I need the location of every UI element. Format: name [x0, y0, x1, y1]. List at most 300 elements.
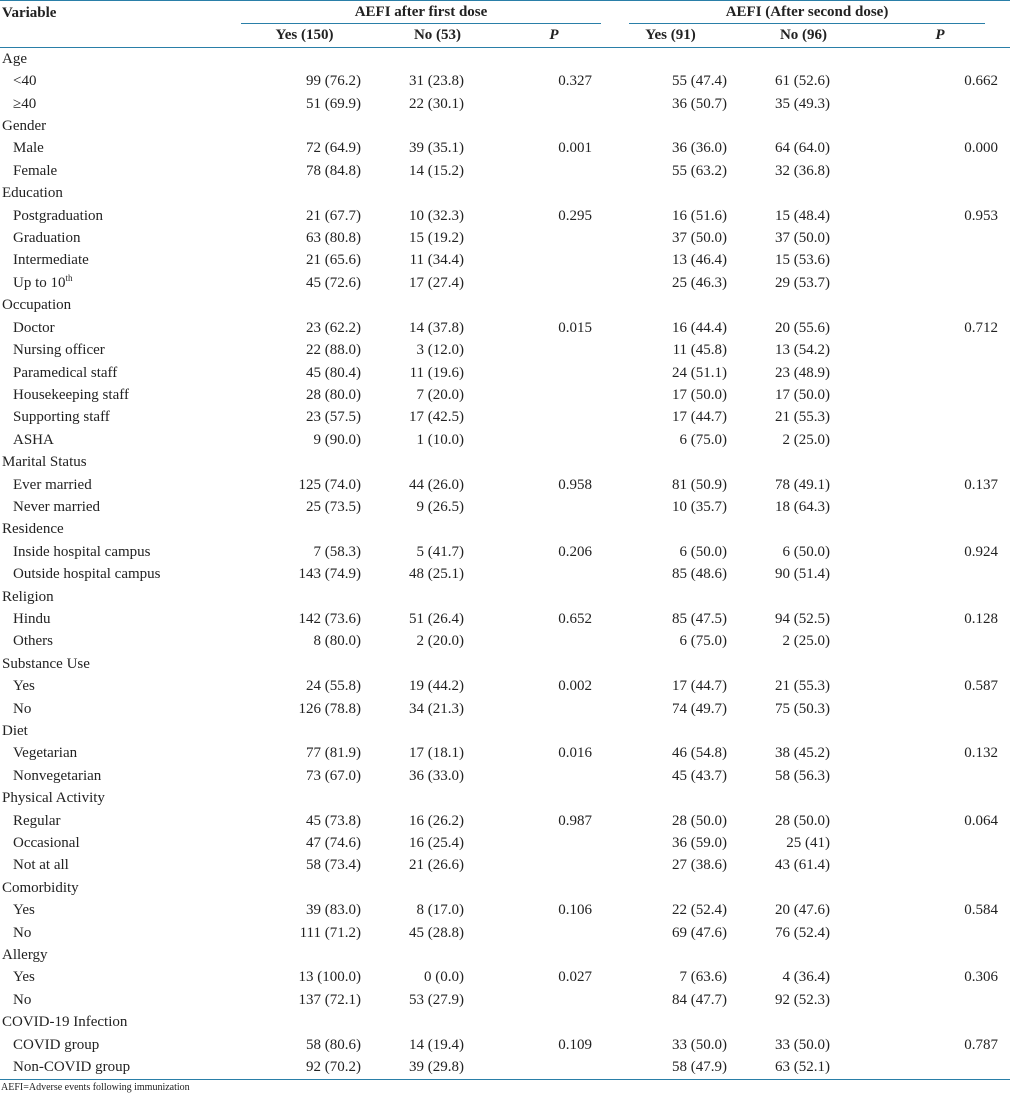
yes2-cell: 36 (50.7) — [672, 95, 727, 112]
p1-cell — [504, 922, 604, 944]
yes2-cell: 17 (44.7) — [672, 409, 727, 426]
no1-cell: 17 (42.5) — [409, 409, 464, 426]
row-label — [0, 496, 238, 518]
empty-cell — [238, 1011, 371, 1033]
p1-cell — [504, 160, 604, 182]
row-label-text: Occasional — [13, 835, 80, 852]
table-row — [0, 966, 1010, 988]
table-row — [0, 474, 1010, 496]
row-label-text: Non-COVID group — [13, 1059, 131, 1076]
row-label — [0, 227, 238, 249]
row-label — [0, 384, 238, 406]
no1-cell: 53 (27.9) — [409, 991, 464, 1008]
p1-cell — [504, 272, 604, 294]
row-label — [0, 70, 238, 92]
row-label-text: Outside hospital campus — [13, 566, 161, 583]
row-label — [0, 989, 238, 1011]
empty-cell — [604, 787, 737, 809]
p1-cell — [504, 227, 604, 249]
no2-cell: 35 (49.3) — [775, 95, 830, 112]
empty-cell — [371, 586, 504, 608]
p1-cell — [504, 765, 604, 787]
p1-cell: 0.206 — [558, 543, 592, 560]
no2-cell: 25 (41) — [786, 835, 830, 852]
no1-cell: 11 (19.6) — [409, 364, 464, 381]
empty-cell — [737, 294, 870, 316]
category-label: Occupation — [2, 297, 72, 314]
yes2-cell: 46 (54.8) — [672, 745, 727, 762]
category-label: COVID-19 Infection — [2, 1014, 128, 1031]
header-blank — [0, 24, 238, 47]
p2-cell — [870, 496, 1010, 518]
row-label — [0, 474, 238, 496]
row-label-text: Yes — [13, 902, 35, 919]
category-row — [0, 294, 1010, 316]
empty-cell — [737, 787, 870, 809]
yes1-cell: 78 (84.8) — [306, 162, 361, 179]
no1-cell: 22 (30.1) — [409, 95, 464, 112]
yes1-cell: 7 (58.3) — [313, 543, 361, 560]
no2-cell: 32 (36.8) — [775, 162, 830, 179]
p1-cell: 0.002 — [558, 678, 592, 695]
empty-cell — [604, 586, 737, 608]
category-row — [0, 518, 1010, 540]
empty-cell — [371, 518, 504, 540]
yes2-cell: 33 (50.0) — [672, 1036, 727, 1053]
table-row — [0, 249, 1010, 271]
row-label — [0, 675, 238, 697]
row-label-text: Doctor — [13, 319, 55, 336]
empty-cell — [870, 586, 1010, 608]
yes1-cell: 51 (69.9) — [306, 95, 361, 112]
yes1-cell: 45 (80.4) — [306, 364, 361, 381]
no1-cell: 48 (25.1) — [409, 566, 464, 583]
empty-cell — [870, 294, 1010, 316]
empty-cell — [737, 518, 870, 540]
no1-cell: 19 (44.2) — [409, 678, 464, 695]
no2-cell: 64 (64.0) — [775, 140, 830, 157]
empty-cell — [238, 720, 371, 742]
table-row — [0, 675, 1010, 697]
empty-cell — [371, 944, 504, 966]
row-label-text: COVID group — [13, 1036, 100, 1053]
p2-cell: 0.000 — [964, 140, 999, 157]
row-label-text: ≥40 — [13, 95, 37, 112]
empty-cell — [371, 653, 504, 675]
no1-cell: 17 (27.4) — [409, 274, 464, 291]
table-row — [0, 698, 1010, 720]
no1-cell: 14 (15.2) — [409, 162, 464, 179]
empty-cell — [238, 115, 371, 137]
no2-cell: 17 (50.0) — [775, 386, 830, 403]
no1-cell: 15 (19.2) — [409, 230, 464, 247]
yes1-cell: 28 (80.0) — [306, 386, 361, 403]
no2-cell: 58 (56.3) — [775, 767, 830, 784]
yes1-header: Yes (150) — [238, 24, 371, 47]
no2-header: No (96) — [737, 24, 870, 47]
yes1-cell: 22 (88.0) — [306, 342, 361, 359]
yes2-cell: 55 (63.2) — [672, 162, 727, 179]
p1-cell — [504, 989, 604, 1011]
empty-cell — [238, 182, 371, 204]
row-label-text: Regular — [13, 812, 61, 829]
empty-cell — [504, 877, 604, 899]
row-label-text: Ever married — [13, 476, 92, 493]
row-label-text: No — [13, 991, 32, 1008]
p2-cell: 0.306 — [964, 969, 999, 986]
no1-cell: 31 (23.8) — [409, 73, 464, 90]
table-row — [0, 227, 1010, 249]
empty-cell — [371, 182, 504, 204]
p1-cell: 0.327 — [558, 73, 592, 90]
yes1-cell: 45 (72.6) — [306, 274, 361, 291]
p2-cell: 0.137 — [964, 476, 999, 493]
no2-cell: 78 (49.1) — [775, 476, 830, 493]
yes2-cell: 36 (59.0) — [672, 835, 727, 852]
yes1-cell: 99 (76.2) — [306, 73, 361, 90]
row-label — [0, 698, 238, 720]
empty-cell — [504, 294, 604, 316]
yes1-cell: 142 (73.6) — [298, 610, 361, 627]
no2-cell: 61 (52.6) — [775, 73, 830, 90]
category-label: Religion — [2, 588, 54, 605]
row-label-text: Hindu — [13, 610, 51, 627]
table-row — [0, 810, 1010, 832]
table-row — [0, 137, 1010, 159]
no2-cell: 15 (48.4) — [775, 207, 830, 224]
no2-cell: 2 (25.0) — [782, 431, 830, 448]
category-label: Marital Status — [2, 454, 87, 471]
empty-cell — [737, 47, 870, 70]
yes2-cell: 11 (45.8) — [672, 342, 727, 359]
empty-cell — [604, 1011, 737, 1033]
no1-cell: 1 (10.0) — [416, 431, 464, 448]
no1-cell: 51 (26.4) — [409, 610, 464, 627]
yes2-cell: 28 (50.0) — [672, 812, 727, 829]
no2-cell: 63 (52.1) — [737, 1056, 870, 1079]
row-label-text: <40 — [13, 73, 37, 90]
yes1-cell: 63 (80.8) — [306, 230, 361, 247]
row-label — [0, 1034, 238, 1056]
table-row — [0, 362, 1010, 384]
empty-cell — [870, 451, 1010, 473]
p1-cell — [504, 854, 604, 876]
yes2-cell: 22 (52.4) — [672, 902, 727, 919]
row-label — [0, 93, 238, 115]
table-row — [0, 563, 1010, 585]
yes1-cell: 58 (80.6) — [306, 1036, 361, 1053]
yes1-cell: 111 (71.2) — [299, 924, 361, 941]
p1-cell: 0.958 — [558, 476, 592, 493]
empty-cell — [504, 1011, 604, 1033]
no2-cell: 37 (50.0) — [775, 230, 830, 247]
row-label-text: Intermediate — [13, 252, 89, 269]
empty-cell — [870, 944, 1010, 966]
p2-cell — [870, 160, 1010, 182]
p1-cell — [504, 698, 604, 720]
no2-cell: 15 (53.6) — [775, 252, 830, 269]
p1-cell: 0.295 — [558, 207, 592, 224]
group2-header-label: AEFI (After second dose) — [629, 1, 985, 24]
row-label — [0, 608, 238, 630]
row-label-text: Never married — [13, 498, 101, 515]
empty-cell — [870, 518, 1010, 540]
p2-cell — [870, 429, 1010, 451]
empty-cell — [371, 47, 504, 70]
table-row — [0, 384, 1010, 406]
empty-cell — [504, 720, 604, 742]
row-label — [0, 1056, 238, 1079]
no1-cell: 39 (35.1) — [409, 140, 464, 157]
category-row — [0, 787, 1010, 809]
p2-cell — [870, 339, 1010, 361]
yes2-cell: 37 (50.0) — [672, 230, 727, 247]
no2-cell: 92 (52.3) — [775, 991, 830, 1008]
yes1-cell: 126 (78.8) — [298, 700, 361, 717]
p1-cell: 0.001 — [558, 140, 592, 157]
group2-header — [604, 1, 1010, 25]
yes1-cell: 137 (72.1) — [298, 991, 361, 1008]
header-row-columns — [0, 24, 1010, 47]
empty-cell — [371, 720, 504, 742]
row-label-text: ASHA — [13, 431, 54, 448]
no2-cell: 21 (55.3) — [775, 678, 830, 695]
yes2-cell: 74 (49.7) — [672, 700, 727, 717]
empty-cell — [238, 787, 371, 809]
yes2-cell: 45 (43.7) — [672, 767, 727, 784]
empty-cell — [238, 451, 371, 473]
header-row-groups — [0, 1, 1010, 25]
p1-cell: 0.106 — [558, 902, 592, 919]
table-row — [0, 541, 1010, 563]
row-label-text: Housekeeping staff — [13, 386, 129, 403]
table-row — [0, 742, 1010, 764]
no1-cell: 11 (34.4) — [409, 252, 464, 269]
p2-cell — [870, 227, 1010, 249]
p1-header: P — [504, 24, 604, 47]
table-row — [0, 160, 1010, 182]
empty-cell — [604, 451, 737, 473]
row-label-text: Postgraduation — [13, 207, 103, 224]
p1-cell — [504, 429, 604, 451]
yes1-cell: 23 (62.2) — [306, 319, 361, 336]
empty-cell — [504, 787, 604, 809]
empty-cell — [870, 653, 1010, 675]
p1-cell — [504, 384, 604, 406]
empty-cell — [504, 451, 604, 473]
yes1-cell: 24 (55.8) — [306, 678, 361, 695]
yes2-cell: 58 (47.9) — [604, 1056, 737, 1079]
p2-cell: 0.064 — [964, 812, 999, 829]
table-row — [0, 272, 1010, 294]
empty-cell — [238, 294, 371, 316]
row-label-text: Nonvegetarian — [13, 767, 102, 784]
table-row — [0, 70, 1010, 92]
p2-cell — [870, 384, 1010, 406]
yes2-cell: 81 (50.9) — [672, 476, 727, 493]
p2-cell — [870, 630, 1010, 652]
empty-cell — [504, 653, 604, 675]
no2-cell: 6 (50.0) — [782, 543, 830, 560]
no1-cell: 2 (20.0) — [416, 633, 464, 650]
empty-cell — [371, 877, 504, 899]
table-row — [0, 854, 1010, 876]
empty-cell — [737, 451, 870, 473]
table-body — [0, 47, 1010, 1079]
yes2-cell: 7 (63.6) — [679, 969, 727, 986]
row-label-text: No — [13, 924, 32, 941]
no1-cell: 5 (41.7) — [416, 543, 464, 560]
yes2-cell: 6 (75.0) — [679, 431, 727, 448]
no2-cell: 94 (52.5) — [775, 610, 830, 627]
p2-cell — [870, 1056, 1010, 1079]
empty-cell — [870, 47, 1010, 70]
row-label — [0, 160, 238, 182]
no1-cell: 14 (19.4) — [409, 1036, 464, 1053]
empty-cell — [604, 115, 737, 137]
yes2-cell: 85 (47.5) — [672, 610, 727, 627]
empty-cell — [604, 294, 737, 316]
row-label — [0, 899, 238, 921]
p1-cell: 0.015 — [558, 319, 592, 336]
empty-cell — [737, 115, 870, 137]
yes1-cell: 47 (74.6) — [306, 835, 361, 852]
empty-cell — [504, 182, 604, 204]
row-label — [0, 630, 238, 652]
no2-cell: 23 (48.9) — [775, 364, 830, 381]
empty-cell — [870, 115, 1010, 137]
empty-cell — [737, 877, 870, 899]
category-label: Gender — [2, 118, 47, 135]
p2-cell — [870, 765, 1010, 787]
yes2-header: Yes (91) — [604, 24, 737, 47]
category-row — [0, 1011, 1010, 1033]
yes1-cell: 25 (73.5) — [306, 498, 361, 515]
yes1-cell: 9 (90.0) — [313, 431, 361, 448]
category-row — [0, 182, 1010, 204]
empty-cell — [737, 944, 870, 966]
empty-cell — [604, 877, 737, 899]
p1-cell: 0.109 — [558, 1036, 592, 1053]
category-label: Comorbidity — [2, 879, 79, 896]
row-label — [0, 922, 238, 944]
empty-cell — [238, 518, 371, 540]
row-label-superscript: th — [65, 272, 73, 283]
no1-cell: 34 (21.3) — [409, 700, 464, 717]
yes2-cell: 10 (35.7) — [672, 498, 727, 515]
no2-cell: 13 (54.2) — [775, 342, 830, 359]
empty-cell — [737, 653, 870, 675]
category-row — [0, 586, 1010, 608]
yes2-cell: 24 (51.1) — [672, 364, 727, 381]
group1-header — [238, 1, 604, 25]
category-row — [0, 115, 1010, 137]
p1-cell — [504, 249, 604, 271]
no1-header: No (53) — [371, 24, 504, 47]
no1-cell: 16 (25.4) — [409, 835, 464, 852]
empty-cell — [238, 944, 371, 966]
no2-cell: 90 (51.4) — [775, 566, 830, 583]
category-row — [0, 944, 1010, 966]
yes1-cell: 23 (57.5) — [306, 409, 361, 426]
p2-cell: 0.128 — [964, 610, 999, 627]
no2-cell: 38 (45.2) — [775, 745, 830, 762]
p2-cell — [870, 249, 1010, 271]
p1-cell — [504, 832, 604, 854]
p2-cell — [870, 406, 1010, 428]
p2-cell — [870, 922, 1010, 944]
empty-cell — [504, 944, 604, 966]
no1-cell: 39 (29.8) — [371, 1056, 504, 1079]
group1-header-label: AEFI after first dose — [241, 1, 601, 24]
p2-cell — [870, 93, 1010, 115]
row-label — [0, 429, 238, 451]
no1-cell: 17 (18.1) — [409, 745, 464, 762]
p2-cell — [870, 362, 1010, 384]
table-row — [0, 989, 1010, 1011]
p1-cell — [504, 406, 604, 428]
no2-cell: 43 (61.4) — [775, 857, 830, 874]
category-row — [0, 451, 1010, 473]
empty-cell — [238, 586, 371, 608]
p1-cell — [504, 563, 604, 585]
row-label-text: Graduation — [13, 230, 81, 247]
category-row — [0, 720, 1010, 742]
empty-cell — [371, 787, 504, 809]
row-label — [0, 810, 238, 832]
no2-cell: 28 (50.0) — [775, 812, 830, 829]
yes2-cell: 25 (46.3) — [672, 274, 727, 291]
table-row — [0, 608, 1010, 630]
empty-cell — [504, 115, 604, 137]
yes1-cell: 39 (83.0) — [306, 902, 361, 919]
yes2-cell: 84 (47.7) — [672, 991, 727, 1008]
row-label-text: Male — [13, 140, 44, 157]
empty-cell — [504, 518, 604, 540]
table-row — [0, 406, 1010, 428]
p2-cell — [870, 854, 1010, 876]
p2-cell: 0.587 — [964, 678, 999, 695]
empty-cell — [504, 586, 604, 608]
table-row — [0, 1034, 1010, 1056]
yes2-cell: 85 (48.6) — [672, 566, 727, 583]
yes2-cell: 27 (38.6) — [672, 857, 727, 874]
category-label: Age — [2, 50, 27, 67]
row-label-text: Yes — [13, 969, 35, 986]
no1-cell: 7 (20.0) — [416, 386, 464, 403]
empty-cell — [504, 47, 604, 70]
p2-cell: 0.584 — [964, 902, 999, 919]
empty-cell — [737, 182, 870, 204]
p1-cell: 0.027 — [558, 969, 592, 986]
no1-cell: 8 (17.0) — [416, 902, 464, 919]
row-label-text: Yes — [13, 678, 35, 695]
p2-cell: 0.787 — [964, 1036, 999, 1053]
p2-cell: 0.924 — [964, 543, 999, 560]
row-label — [0, 249, 238, 271]
empty-cell — [870, 1011, 1010, 1033]
row-label — [0, 765, 238, 787]
row-label-text: Not at all — [13, 857, 69, 874]
row-label-text: Supporting staff — [13, 409, 110, 426]
yes1-cell: 125 (74.0) — [298, 476, 361, 493]
no2-cell: 29 (53.7) — [775, 274, 830, 291]
row-label-text: Up to 10 — [13, 274, 66, 291]
yes1-cell: 143 (74.9) — [298, 566, 361, 583]
no2-cell: 75 (50.3) — [775, 700, 830, 717]
empty-cell — [371, 451, 504, 473]
no1-cell: 36 (33.0) — [409, 767, 464, 784]
